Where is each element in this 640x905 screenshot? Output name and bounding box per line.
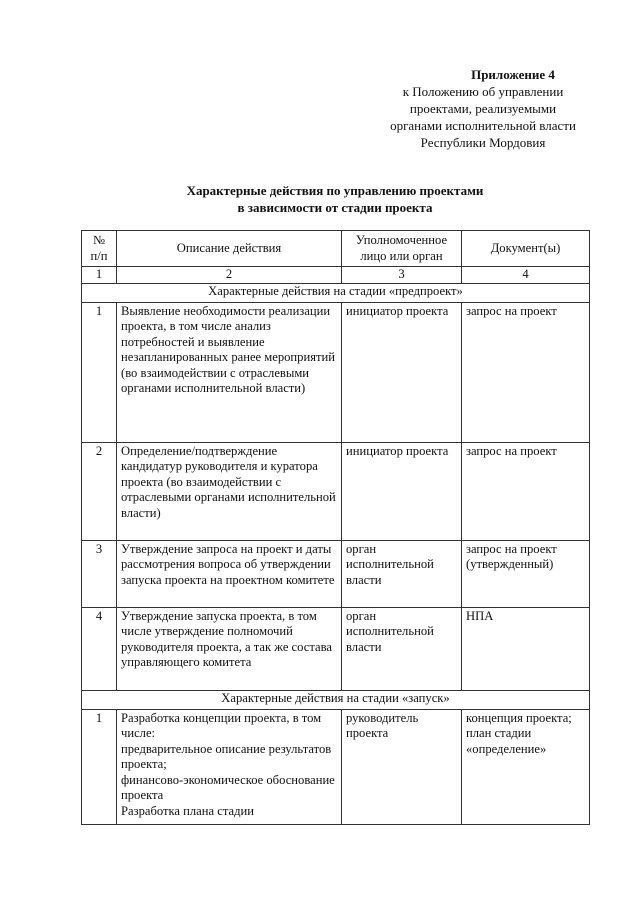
stage-header-row <box>82 283 590 302</box>
column-index-cell: 4 <box>462 267 590 284</box>
table-row <box>82 709 590 824</box>
row-responsible: инициатор проекта <box>342 302 462 442</box>
document-title-line-2: в зависимости от стадии проекта <box>237 200 433 215</box>
row-description: Утверждение запуска проекта, в том числе утверждение полномочий руководителя проекта, а так же состава управляющего комитета <box>117 607 342 690</box>
row-num: 3 <box>82 540 117 607</box>
header-responsible: Уполномоченное лицо или орган <box>342 231 462 267</box>
appendix-number: Приложение 4 <box>471 67 555 82</box>
header-num: № п/п <box>82 231 117 267</box>
row-num: 1 <box>82 709 117 824</box>
header-document: Документ(ы) <box>462 231 590 267</box>
column-index-cell: 1 <box>82 267 117 284</box>
row-responsible: инициатор проекта <box>342 442 462 540</box>
stage-label-preproject: Характерные действия на стадии «предпроект» <box>82 283 590 302</box>
row-num: 4 <box>82 607 117 690</box>
row-document: запрос на проект <box>462 302 590 442</box>
appendix-line-3: органами исполнительной власти <box>390 118 576 133</box>
document-title-line-1: Характерные действия по управлению проектами <box>186 183 484 198</box>
column-index-row <box>82 267 590 284</box>
appendix-line-2: проектами, реализуемыми <box>409 101 557 116</box>
table-row <box>82 442 590 540</box>
document-title <box>130 182 540 216</box>
header-description: Описание действия <box>117 231 342 267</box>
row-document: концепция проекта; план стадии «определение» <box>462 709 590 824</box>
row-num: 2 <box>82 442 117 540</box>
column-index-cell: 2 <box>117 267 342 284</box>
column-index-cell: 3 <box>342 267 462 284</box>
row-document: НПА <box>462 607 590 690</box>
row-responsible: руководитель проекта <box>342 709 462 824</box>
stage-label-launch: Характерные действия на стадии «запуск» <box>82 690 590 709</box>
row-num: 1 <box>82 302 117 442</box>
table-header-row <box>82 231 590 267</box>
appendix-block <box>372 66 594 151</box>
actions-table <box>81 230 590 825</box>
row-description: Выявление необходимости реализации проекта, в том числе анализ потребностей и выявление незапланированных ранее мероприятий (во взаимодействии с отраслевыми органами исполнительной власти) <box>117 302 342 442</box>
row-description: Определение/подтверждение кандидатур руководителя и куратора проекта (во взаимодействии с отраслевыми органами исполнительной власти) <box>117 442 342 540</box>
appendix-line-4: Республики Мордовия <box>420 135 546 150</box>
appendix-line-1: к Положению об управлении <box>402 84 564 99</box>
row-document: запрос на проект <box>462 442 590 540</box>
row-document: запрос на проект (утвержденный) <box>462 540 590 607</box>
stage-header-row <box>82 690 590 709</box>
table-row <box>82 540 590 607</box>
row-description: Утверждение запроса на проект и даты рассмотрения вопроса об утверждении запуска проекта на проектном комитете <box>117 540 342 607</box>
row-description: Разработка концепции проекта, в том числе: предварительное описание результатов проекта; финансово-экономическое обоснование проекта Разработка плана стадии <box>117 709 342 824</box>
table-row <box>82 302 590 442</box>
table-row <box>82 607 590 690</box>
row-responsible: орган исполнительной власти <box>342 607 462 690</box>
row-responsible: орган исполнительной власти <box>342 540 462 607</box>
